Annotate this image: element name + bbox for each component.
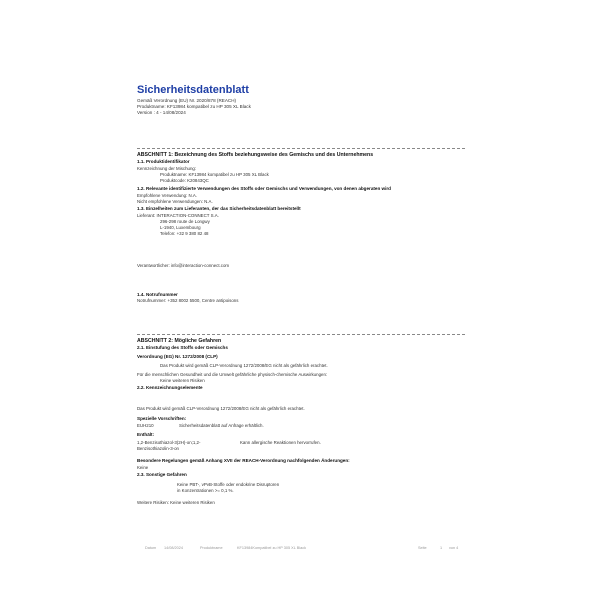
reach-annex-value: Keine [137, 465, 149, 470]
product-code: Produktcode: K20843QC [160, 178, 209, 183]
pbt-statement-2: in Konzentrationen >= 0,1 %. [177, 488, 234, 493]
section-divider [137, 334, 465, 335]
footer-date-label: Datum [145, 546, 157, 550]
reach-annex-title: Besondere Regelungen gemäß Anhang XVII der REACH-Verordnung nachfolgenden Änderungen: [137, 458, 350, 463]
emergency-number: Notrufnummer: +352 8002 5500, Centre antipoisons [137, 298, 239, 303]
supplier-address-2: L-1940, Luxembourg [160, 225, 201, 230]
footer-page-number: 1 [440, 546, 443, 550]
version-line: Version : 4 - 14/08/2024 [137, 110, 186, 115]
footer-page-label: Seite [418, 546, 427, 550]
section-1-1-title: 1.1. Produktidentifikator [137, 159, 190, 164]
contains-title: Enthält: [137, 432, 155, 437]
supplier-phone: Telefon: +32 9 380 82 48 [160, 231, 209, 236]
responsible-contact: Verantwortlicher: info@interaction-connect.com [137, 263, 230, 268]
regulation-line: Gemäß Verordnung (EU) Nr. 2020/878 (REACH) [137, 98, 237, 103]
euh-code: EUH210 [137, 423, 154, 428]
special-provisions-title: Spezielle Vorschriften: [137, 416, 187, 421]
supplier-address-1: 296-298 route de Longwy [160, 219, 210, 224]
not-recommended-use: Nicht empfohlene Verwendungen: N.A. [137, 199, 213, 204]
section-divider [137, 148, 465, 149]
recommended-use: Empfohlene Verwendung: N.A. [137, 193, 198, 198]
product-line: Produktname: KF13984 kompatibel zu HP 305 XL Black [137, 104, 251, 109]
substance-effect: Kann allergische Reaktionen hervorrufen. [240, 440, 321, 445]
section-2-3-title: 2.3. Sonstige Gefahren [137, 472, 187, 477]
product-name: Produktname: KF13984 kompatibel zu HP 305 XL Black [160, 172, 269, 177]
euh-statement: Sicherheitsdatenblatt auf Anfrage erhältlich. [179, 423, 264, 428]
section-2-heading: ABSCHNITT 2: Mögliche Gefahren [137, 338, 222, 344]
substance-name-1: 1,2-Benzisothiazol-3(2H)-on;1,2- [137, 440, 201, 445]
substance-name-2: Benzisothiazolin-3-on [137, 446, 179, 451]
clp-regulation-title: Verordnung (EG) Nr. 1272/2008 (CLP) [137, 354, 218, 359]
section-1-4-title: 1.4. Notrufnummer [137, 292, 178, 297]
footer-date-value: 14/08/2024 [164, 546, 184, 550]
clp-classification: Das Produkt wird gemäß CLP-Verordnung 1272/2008/EG nicht als gefährlich erachtet. [160, 363, 328, 368]
no-further-risks: Keine weiteren Risiken [160, 378, 205, 383]
footer-product-value: KF13984Kompatibel zu HP 305 XL Black [237, 546, 307, 550]
pbt-statement-1: Keine PBT-, vPvB-Stoffe oder endokrine Disruptoren [177, 482, 280, 487]
clp-classification-2: Das Produkt wird gemäß CLP-Verordnung 1272/2008/EG nicht als gefährlich erachtet. [137, 406, 305, 411]
supplier-name: Lieferant: INTERACTION-CONNECT S.A. [137, 213, 219, 218]
section-1-3-title: 1.3. Einzelheiten zum Lieferanten, der das Sicherheitsdatenblatt bereitstellt [137, 206, 301, 211]
other-risks: Weitere Risiken: Keine weiteren Risiken [137, 500, 215, 505]
footer-page-total: von 4 [449, 546, 459, 550]
health-effects-label: Für die menschlichen Gesundheit und die Umwelt gefährliche physisch-chemische Auswirkungen: [137, 372, 328, 377]
section-2-2-title: 2.2. Kennzeichnungselemente [137, 385, 203, 390]
section-2-1-title: 2.1. Einstufung des Stoffs oder Gemischs [137, 345, 228, 350]
document-title: Sicherheitsdatenblatt [137, 84, 249, 96]
footer-product-label: Produktname [200, 546, 223, 550]
section-1-2-title: 1.2. Relevante identifizierte Verwendungen des Stoffs oder Gemischs und Verwendungen, von denen abgeraten wird [137, 186, 391, 191]
section-1-heading: ABSCHNITT 1: Bezeichnung des Stoffs beziehungsweise des Gemischs und des Unternehmens [137, 152, 374, 158]
mixture-label: Kennzeichnung der Mischung: [137, 166, 197, 171]
